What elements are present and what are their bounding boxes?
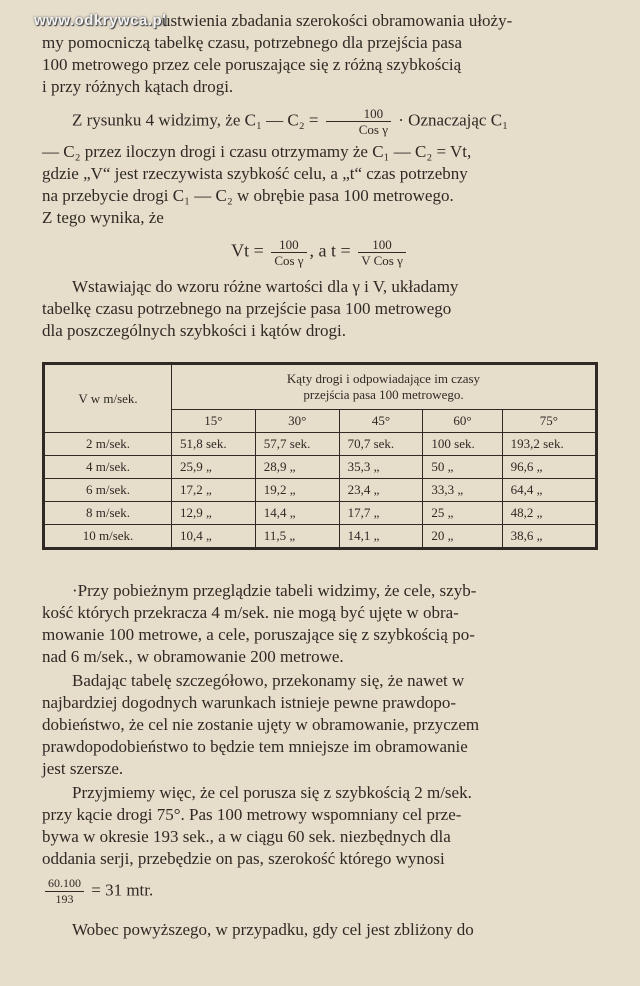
time-cell: 10,4 „ — [172, 525, 256, 549]
para6-line-1: Przyjmiemy więc, że cel porusza się z szybkością 2 m/sek. — [72, 783, 472, 802]
time-cell: 23,4 „ — [339, 479, 423, 502]
para2-post: · Oznaczając C₁ — [398, 110, 508, 130]
angle-header: 30° — [255, 410, 339, 433]
para5-line-4: prawdopodobieństwo to będzie tem mniejsze im obramowanie — [42, 737, 468, 756]
result-fraction-den: 193 — [55, 892, 74, 906]
time-cell: 35,3 „ — [339, 456, 423, 479]
time-cell: 28,9 „ — [255, 456, 339, 479]
formula-f1-num: 100 — [271, 237, 306, 253]
paragraph-przyjmiemy — [42, 782, 598, 870]
table-row — [44, 433, 597, 456]
para2-line-2: — C₂ przez iloczyn drogi i czasu otrzymamy że C₁ — C₂ = Vt, — [42, 142, 472, 161]
table-row — [44, 456, 597, 479]
time-table — [42, 362, 598, 550]
time-cell: 20 „ — [423, 525, 502, 549]
para3-line-1: Wstawiając do wzoru różne wartości dla γ i V, układamy — [72, 277, 459, 296]
para2-line-4: na przebycie drogi C₁ — C₂ w obrębie pasa 100 metrowego. — [42, 186, 454, 205]
paragraph-rysunek — [42, 106, 598, 137]
formula-mid: , a t = — [309, 240, 351, 261]
time-cell: 70,7 sek. — [339, 433, 423, 456]
result-fraction — [45, 876, 84, 907]
paragraph-rysunek-cont — [42, 141, 598, 229]
speed-cell: 4 m/sek. — [44, 456, 172, 479]
intro-paragraph — [42, 10, 598, 98]
time-cell: 100 sek. — [423, 433, 502, 456]
time-cell: 50 „ — [423, 456, 502, 479]
para2-pre: Z rysunku 4 widzimy, że C₁ — C₂ = — [72, 110, 319, 130]
speed-cell: 2 m/sek. — [44, 433, 172, 456]
time-cell: 38,6 „ — [502, 525, 596, 549]
para5-line-1: Badając tabelę szczegółowo, przekonamy się, że nawet w — [72, 671, 465, 690]
speed-cell: 10 m/sek. — [44, 525, 172, 549]
time-cell: 19,2 „ — [255, 479, 339, 502]
time-cell: 193,2 sek. — [502, 433, 596, 456]
result-value: = 31 mtr. — [91, 880, 154, 900]
speed-cell: 6 m/sek. — [44, 479, 172, 502]
para3-line-2: tabelkę czasu potrzebnego na przejście pasa 100 metrowego — [42, 299, 452, 318]
time-cell: 57,7 sek. — [255, 433, 339, 456]
angle-header: 15° — [172, 410, 256, 433]
table-row — [44, 502, 597, 525]
time-cell: 48,2 „ — [502, 502, 596, 525]
paragraph-pobieznym — [42, 580, 598, 668]
result-formula — [42, 876, 598, 907]
intro-line-2: my pomocniczą tabelkę czasu, potrzebnego dla przejścia pasa — [42, 33, 463, 52]
para2-line-5: Z tego wynika, że — [42, 208, 164, 227]
time-cell: 64,4 „ — [502, 479, 596, 502]
para2-line-3: gdzie „V“ jest rzeczywista szybkość celu, a „t“ czas potrzebny — [42, 164, 468, 183]
angle-header: 75° — [502, 410, 596, 433]
para6-line-2: przy kącie drogi 75°. Pas 100 metrowy wspomniany cel prze- — [42, 805, 462, 824]
time-cell: 11,5 „ — [255, 525, 339, 549]
formula-f1-den: Cos γ — [274, 253, 304, 268]
para4-line-1: ·Przy pobieżnym przeglądzie tabeli widzimy, że cele, szyb- — [72, 581, 477, 600]
intro-line-3: 100 metrowego przez cele poruszające się z różną szybkością — [42, 55, 462, 74]
page-content — [42, 10, 598, 941]
angle-header: 45° — [339, 410, 423, 433]
paragraph-badajac — [42, 670, 598, 780]
angle-header: 60° — [423, 410, 502, 433]
time-cell: 14,4 „ — [255, 502, 339, 525]
formula-fraction-2 — [358, 237, 406, 268]
formula-lhs: Vt = — [231, 240, 264, 261]
table-row — [44, 525, 597, 549]
time-cell: 33,3 „ — [423, 479, 502, 502]
para5-line-3: dobieństwo, że cel nie zostanie ujęty w obramowanie, przyczem — [42, 715, 480, 734]
time-cell: 25,9 „ — [172, 456, 256, 479]
time-cell: 25 „ — [423, 502, 502, 525]
formula-vt — [42, 237, 598, 268]
time-cell: 96,6 „ — [502, 456, 596, 479]
time-cell: 14,1 „ — [339, 525, 423, 549]
para4-line-2: kość których przekracza 4 m/sek. nie mogą być ujęte w obra- — [42, 603, 459, 622]
formula-f2-den: V Cos γ — [361, 253, 403, 268]
table-header-angles — [172, 364, 597, 410]
time-cell: 17,7 „ — [339, 502, 423, 525]
para7-line-1: Wobec powyższego, w przypadku, gdy cel jest zbliżony do — [72, 920, 474, 939]
para4-line-4: nad 6 m/sek., w obramowanie 200 metrowe. — [42, 647, 344, 666]
table-header-speed: V w m/sek. — [44, 364, 172, 433]
para5-line-2: najbardziej dogodnych warunkach istnieje pewne prawdopo- — [42, 693, 456, 712]
fraction-100-cos — [326, 106, 391, 137]
watermark: www.odkrywca.pl — [34, 12, 167, 29]
para3-line-3: dla poszczególnych szybkości i kątów drogi. — [42, 321, 347, 340]
para6-line-3: bywa w okresie 193 sek., a w ciągu 60 sek. niezbędnych dla — [42, 827, 451, 846]
table-header-angles-line-2: przejścia pasa 100 metrowego. — [303, 387, 464, 402]
para4-line-3: mowanie 100 metrowe, a cele, poruszające się z szybkością po- — [42, 625, 475, 644]
formula-f2-num: 100 — [358, 237, 406, 253]
table-header-angles-line-1: Kąty drogi i odpowiadające im czasy — [286, 371, 481, 386]
table-row — [44, 479, 597, 502]
result-fraction-num: 60.100 — [45, 876, 84, 892]
time-cell: 17,2 „ — [172, 479, 256, 502]
paragraph-wobec — [42, 919, 598, 941]
intro-line-1: ustwienia zbadania szerokości obramowania ułoży- — [162, 11, 513, 30]
intro-line-4: i przy różnych kątach drogi. — [42, 77, 234, 96]
fraction-denominator: Cos γ — [358, 122, 388, 137]
formula-fraction-1 — [271, 237, 306, 268]
speed-cell: 8 m/sek. — [44, 502, 172, 525]
time-cell: 51,8 sek. — [172, 433, 256, 456]
time-cell: 12,9 „ — [172, 502, 256, 525]
fraction-numerator: 100 — [326, 106, 391, 122]
para5-line-5: jest szersze. — [42, 759, 124, 778]
para6-line-4: oddania serji, przebędzie on pas, szerokość którego wynosi — [42, 849, 445, 868]
paragraph-wstawiajac — [42, 276, 598, 342]
